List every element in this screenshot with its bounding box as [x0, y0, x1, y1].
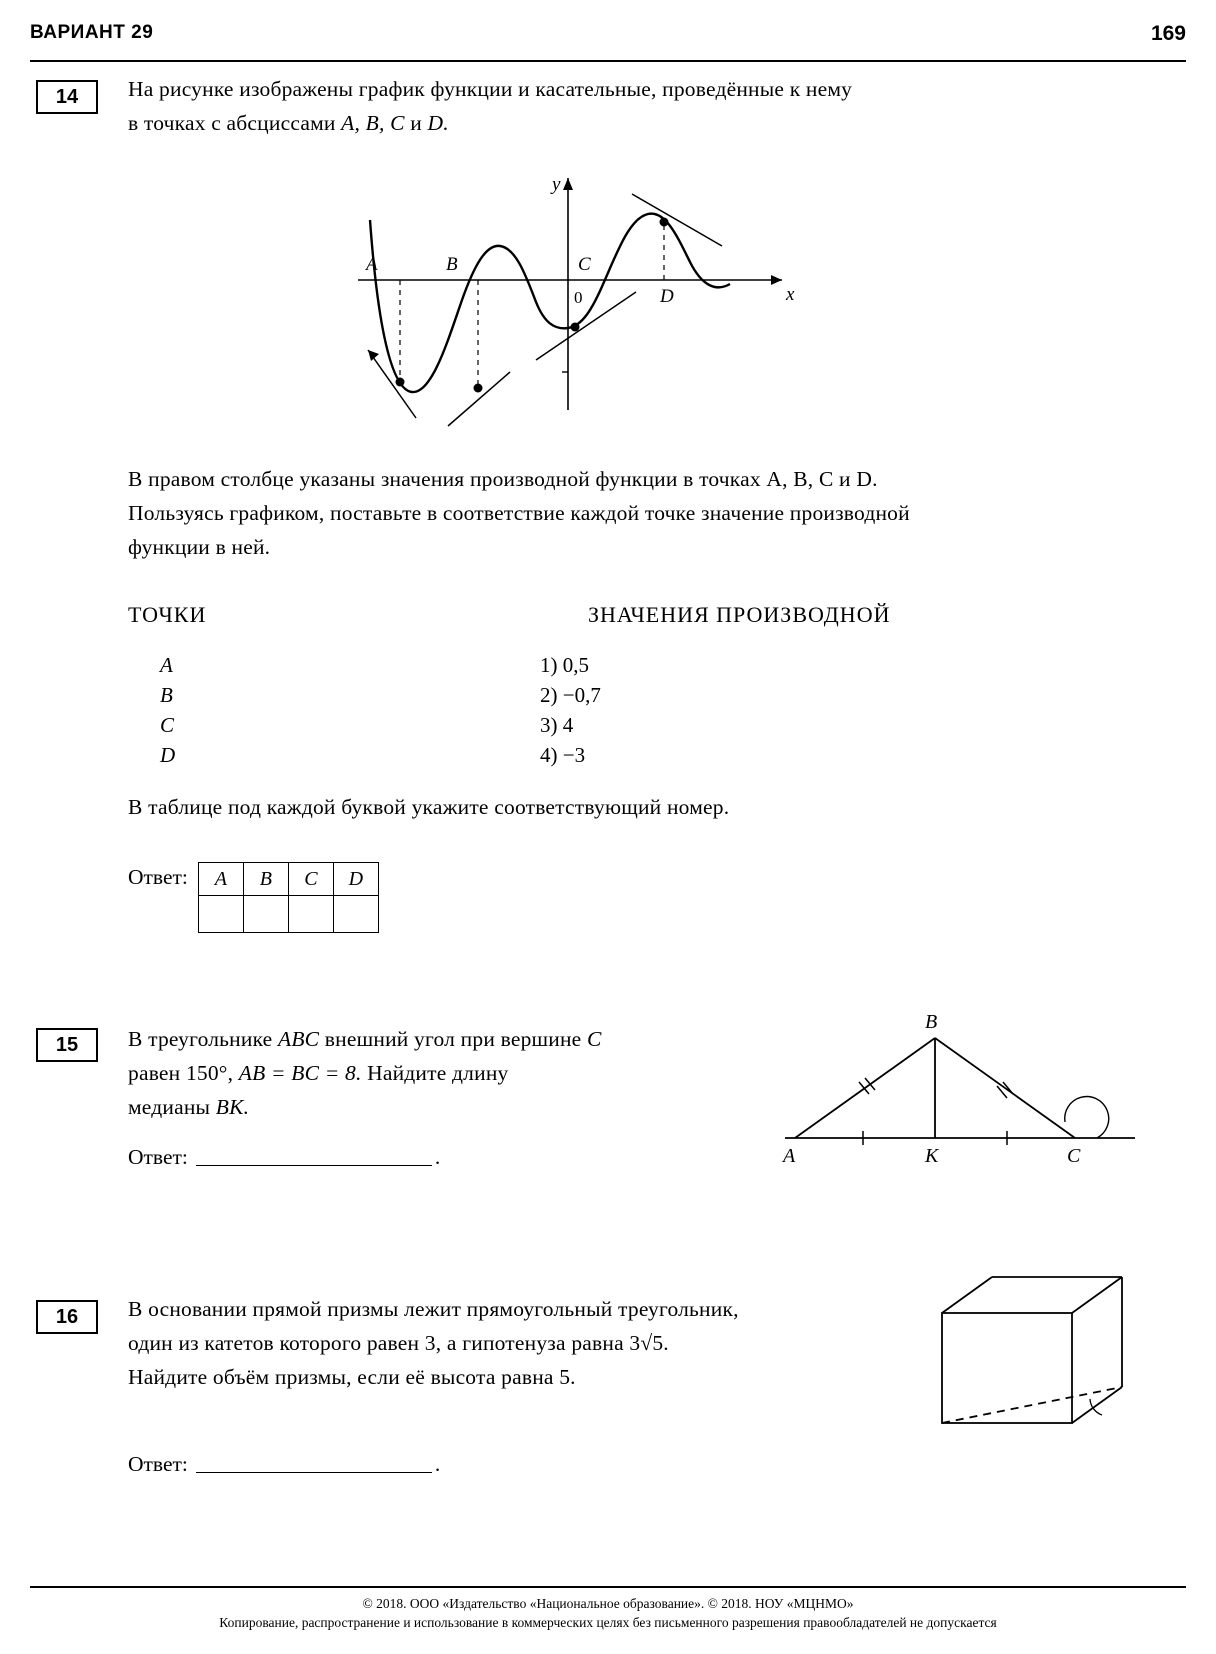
answer-header-cell: C: [288, 863, 333, 896]
answer-label: Ответ:: [128, 865, 188, 889]
task-16-statement: [128, 1292, 918, 1394]
answer-input-cell[interactable]: [243, 896, 288, 933]
task-14-statement: [128, 72, 1120, 140]
svg-text:y: y: [552, 174, 561, 195]
task-14-body-line-2: Пользуясь графиком, поставьте в соответствие каждой точке значение производной: [128, 501, 910, 525]
task-14-line-1: На рисунке изображены график функции и касательные, проведённые к нему: [128, 77, 853, 101]
answer-blank-line[interactable]: [196, 1151, 432, 1166]
task-15-line-2-c: Найдите длину: [361, 1061, 509, 1085]
task-16-figure: [930, 1265, 1130, 1445]
task-15-vertex: C: [587, 1027, 602, 1051]
value-item: 2) −0,7: [540, 683, 601, 707]
task-14-conj: и: [404, 111, 428, 135]
task-15-sides: AB = BC = 8.: [238, 1061, 362, 1085]
task-14-instruction: В таблице под каждой буквой укажите соответствующий номер.: [128, 795, 730, 819]
task-14-answer-block: [128, 862, 379, 933]
point-item: B: [160, 683, 173, 707]
point-item: D: [160, 743, 176, 767]
svg-text:K: K: [925, 1145, 939, 1167]
task-15-answer: Ответ: .: [128, 1145, 441, 1169]
task-15-median: BK.: [215, 1095, 250, 1119]
answer-header-cell: A: [198, 863, 243, 896]
point-item: C: [160, 713, 175, 737]
value-item: 3) 4: [540, 713, 574, 737]
task-15-statement: [128, 1022, 753, 1124]
answer-label: Ответ:: [128, 1145, 188, 1169]
task-15-line-2-a: равен 150°,: [128, 1061, 239, 1085]
task-14-figure: [330, 160, 830, 440]
column-header-values: ЗНАЧЕНИЯ ПРОИЗВОДНОЙ: [588, 602, 891, 627]
svg-text:0: 0: [574, 288, 583, 307]
task-15-triangle: ABC: [278, 1027, 320, 1051]
svg-text:B: B: [446, 254, 458, 275]
task-14-abscissa-d: D.: [427, 111, 449, 135]
table-row: [198, 863, 378, 896]
prism-figure-svg: [930, 1265, 1130, 1445]
page-footer: [30, 1586, 1186, 1632]
task-14-body: [128, 462, 1120, 564]
task-16-line-3: Найдите объём призмы, если её высота равна 5.: [128, 1365, 576, 1389]
value-item: 1) 0,5: [540, 653, 589, 677]
svg-text:C: C: [578, 254, 591, 275]
answer-blank-line[interactable]: [196, 1458, 432, 1473]
task-15-line-1-c: внешний угол при вершине: [319, 1027, 588, 1051]
task-number-16: 16: [36, 1300, 98, 1334]
points-list: [160, 650, 175, 770]
task-14-line-2-prefix: в точках с абсциссами: [128, 111, 342, 135]
svg-text:A: A: [366, 254, 378, 275]
derivative-graph-svg: [330, 160, 830, 440]
task-15-line-1-a: В треугольнике: [128, 1027, 279, 1051]
values-list: [540, 650, 601, 770]
answer-input-cell[interactable]: [288, 896, 333, 933]
task-16-line-1: В основании прямой призмы лежит прямоугольный треугольник,: [128, 1297, 739, 1321]
column-header-points: ТОЧКИ: [128, 602, 207, 627]
task-16-line-2-a: один из катетов которого равен 3, а гипотенуза равна: [128, 1331, 630, 1355]
answer-header-cell: D: [333, 863, 378, 896]
answer-input-cell[interactable]: [198, 896, 243, 933]
task-14-body-line-1: В правом столбце указаны значения производной функции в точках A, B, C и D.: [128, 467, 878, 491]
task-number-15: 15: [36, 1028, 98, 1062]
svg-text:B: B: [925, 1011, 938, 1033]
task-14-body-line-3: функции в ней.: [128, 535, 271, 559]
footer-notice: Копирование, распространение и использование в коммерческих целях без письменного разрешения правообладателей не допускается: [219, 1615, 997, 1630]
page-header: [30, 22, 1186, 62]
value-item: 4) −3: [540, 743, 586, 767]
table-row: [198, 896, 378, 933]
task-number-14: 14: [36, 80, 98, 114]
triangle-figure-svg: [775, 1010, 1145, 1170]
task-16-hypotenuse: 3√5.: [629, 1331, 669, 1355]
svg-text:C: C: [1067, 1145, 1081, 1167]
task-15-line-3-a: медианы: [128, 1095, 216, 1119]
task-16-answer: Ответ: .: [128, 1452, 441, 1476]
task-15-figure: [775, 1010, 1145, 1170]
footer-copyright: © 2018. ООО «Издательство «Национальное образование». © 2018. НОУ «МЦНМО»: [362, 1596, 854, 1611]
svg-text:A: A: [783, 1145, 796, 1167]
svg-text:x: x: [786, 284, 795, 305]
task-14-abscissas: A, B, C: [341, 111, 405, 135]
answer-input-cell[interactable]: [333, 896, 378, 933]
variant-label: ВАРИАНТ 29: [30, 22, 154, 43]
answer-header-cell: B: [243, 863, 288, 896]
svg-text:D: D: [660, 286, 674, 307]
point-item: A: [160, 653, 173, 677]
answer-label: Ответ:: [128, 1452, 188, 1476]
page-number: 169: [1150, 22, 1186, 45]
answer-table[interactable]: [198, 862, 379, 933]
